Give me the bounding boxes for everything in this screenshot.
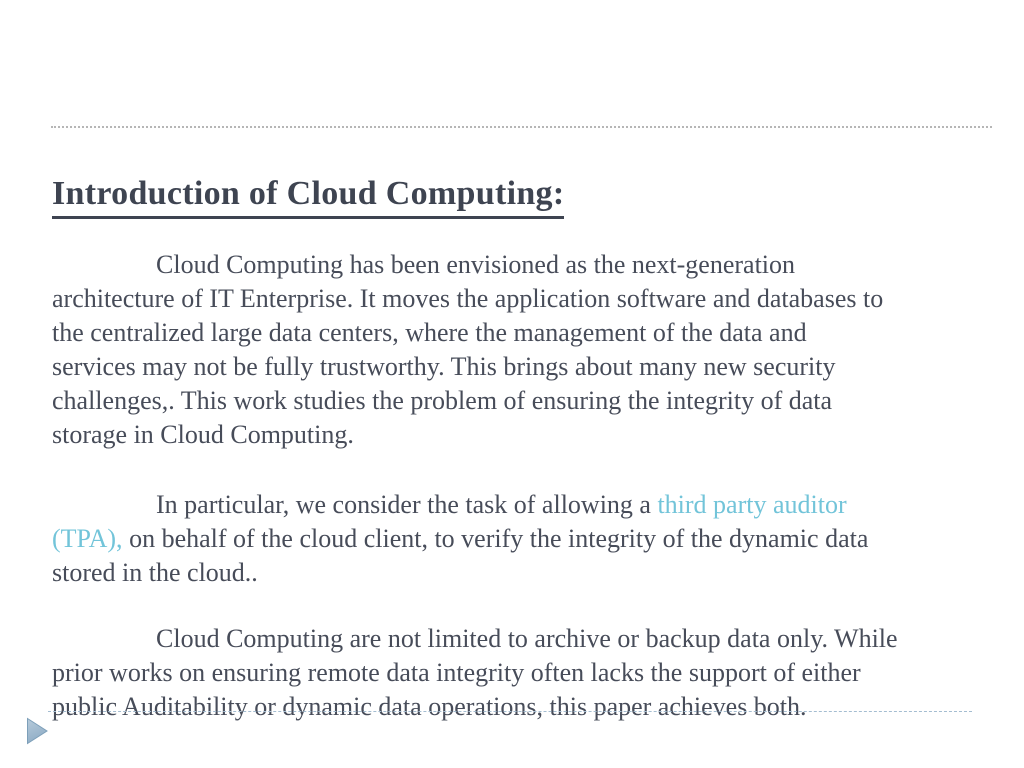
paragraph-3 xyxy=(52,622,987,724)
text-line xyxy=(52,522,987,556)
text-line: architecture of IT Enterprise. It moves the application software and databases to xyxy=(52,284,884,313)
text-line: stored in the cloud.. xyxy=(52,558,258,587)
play-triangle-icon xyxy=(26,717,49,745)
top-dotted-divider xyxy=(51,126,992,128)
text-segment: on behalf of the cloud client, to verify the integrity of the dynamic data xyxy=(122,524,869,553)
text-line: public Auditability or dynamic data operations, this paper achieves both. xyxy=(52,692,807,721)
paragraph-1 xyxy=(52,248,987,452)
tpa-highlight: third party auditor xyxy=(657,490,847,519)
text-line xyxy=(52,488,987,522)
text-line: prior works on ensuring remote data integrity often lacks the support of either xyxy=(52,658,861,687)
bottom-dashed-divider xyxy=(48,711,972,712)
text-segment: In particular, we consider the task of allowing a xyxy=(156,490,658,519)
text-line: services may not be fully trustworthy. This brings about many new security xyxy=(52,352,836,381)
paragraph-2 xyxy=(52,488,987,590)
text-line: storage in Cloud Computing. xyxy=(52,420,354,449)
text-line: Cloud Computing are not limited to archive or backup data only. While xyxy=(156,624,898,653)
tpa-highlight: (TPA), xyxy=(52,524,123,553)
slide-title-text: Introduction of Cloud Computing: xyxy=(52,174,564,219)
text-line: the centralized large data centers, where the management of the data and xyxy=(52,318,807,347)
text-line: challenges,. This work studies the problem of ensuring the integrity of data xyxy=(52,386,833,415)
page-title xyxy=(52,174,564,219)
text-line: Cloud Computing has been envisioned as the next-generation xyxy=(156,250,796,279)
